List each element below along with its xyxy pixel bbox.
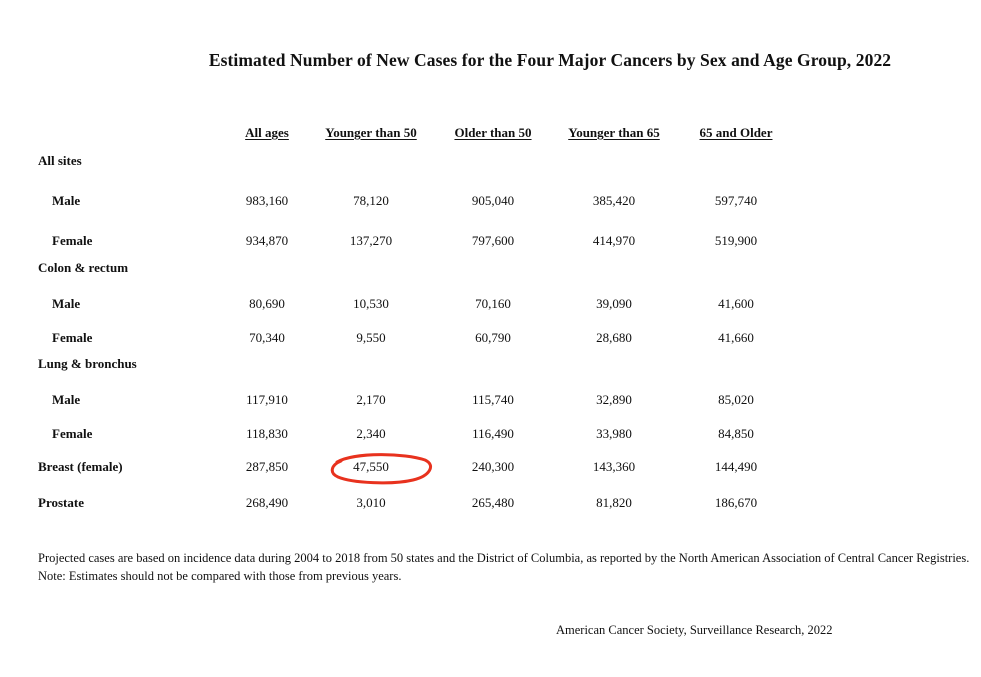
table-cell: 385,420 <box>592 193 636 208</box>
column-header-all-ages: All ages <box>245 125 289 140</box>
table-cell: 240,300 <box>471 459 515 474</box>
table-cell: 905,040 <box>471 193 515 208</box>
table-cell: 934,870 <box>245 233 289 248</box>
table-cell: 70,160 <box>475 296 511 311</box>
group-label-lung-bronchus: Lung & bronchus <box>38 356 137 371</box>
group-label-colon-rectum: Colon & rectum <box>38 260 129 275</box>
row-label-colon-female: Female <box>52 330 93 345</box>
row-label-lung-male: Male <box>52 392 81 407</box>
table-cell: 115,740 <box>472 392 514 407</box>
table-cell: 10,530 <box>353 296 389 311</box>
table-cell: 85,020 <box>718 392 754 407</box>
table-cell: 2,340 <box>356 426 386 441</box>
table-cell: 797,600 <box>471 233 515 248</box>
table-cell: 60,790 <box>475 330 511 345</box>
table-cell: 414,970 <box>592 233 636 248</box>
row-label-all-sites-male: Male <box>52 193 81 208</box>
column-header-younger-than-65: Younger than 65 <box>568 125 660 140</box>
table-cell: 39,090 <box>596 296 632 311</box>
table-cell: 519,900 <box>714 233 758 248</box>
projection-note: Projected cases are based on incidence data during 2004 to 2018 from 50 states and the District of Columbia, as reported by the North American Association of Central Cancer Registries. <box>38 551 970 565</box>
table-cell: 41,600 <box>718 296 754 311</box>
table-cell-circled: 47,550 <box>353 459 389 474</box>
table-cell: 84,850 <box>718 426 754 441</box>
table-cell: 2,170 <box>356 392 386 407</box>
row-label-all-sites-female: Female <box>52 233 93 248</box>
table-cell: 70,340 <box>249 330 285 345</box>
table-cell: 983,160 <box>245 193 289 208</box>
row-label-prostate: Prostate <box>38 495 84 510</box>
table-cell: 186,670 <box>714 495 758 510</box>
column-header-older-than-50: Older than 50 <box>454 125 532 140</box>
table-title: Estimated Number of New Cases for the Four Major Cancers by Sex and Age Group, 2022 <box>208 50 892 70</box>
comparison-note: Note: Estimates should not be compared with those from previous years. <box>38 569 402 583</box>
row-label-colon-male: Male <box>52 296 81 311</box>
table-cell: 9,550 <box>356 330 386 345</box>
table-cell: 81,820 <box>596 495 632 510</box>
table-cell: 32,890 <box>596 392 632 407</box>
table-cell: 597,740 <box>714 193 758 208</box>
table-cell: 118,830 <box>246 426 288 441</box>
table-cell: 3,010 <box>356 495 386 510</box>
table-cell: 144,490 <box>714 459 758 474</box>
table-cell: 41,660 <box>718 330 754 345</box>
table-cell: 143,360 <box>592 459 636 474</box>
source-credit: American Cancer Society, Surveillance Research, 2022 <box>556 623 833 637</box>
row-label-breast-female: Breast (female) <box>38 459 123 474</box>
table-cell: 116,490 <box>472 426 514 441</box>
table-cell: 268,490 <box>245 495 289 510</box>
column-header-younger-than-50: Younger than 50 <box>325 125 417 140</box>
row-label-lung-female: Female <box>52 426 93 441</box>
table-cell: 117,910 <box>246 392 288 407</box>
group-label-all-sites: All sites <box>38 153 82 168</box>
footnotes <box>38 549 973 585</box>
table-cell: 137,270 <box>349 233 393 248</box>
table-cell: 28,680 <box>596 330 632 345</box>
table-cell: 287,850 <box>245 459 289 474</box>
column-header-65-and-older: 65 and Older <box>699 125 773 140</box>
table-cell: 265,480 <box>471 495 515 510</box>
table-cell: 80,690 <box>249 296 285 311</box>
table-cell: 78,120 <box>353 193 389 208</box>
table-cell: 33,980 <box>596 426 632 441</box>
